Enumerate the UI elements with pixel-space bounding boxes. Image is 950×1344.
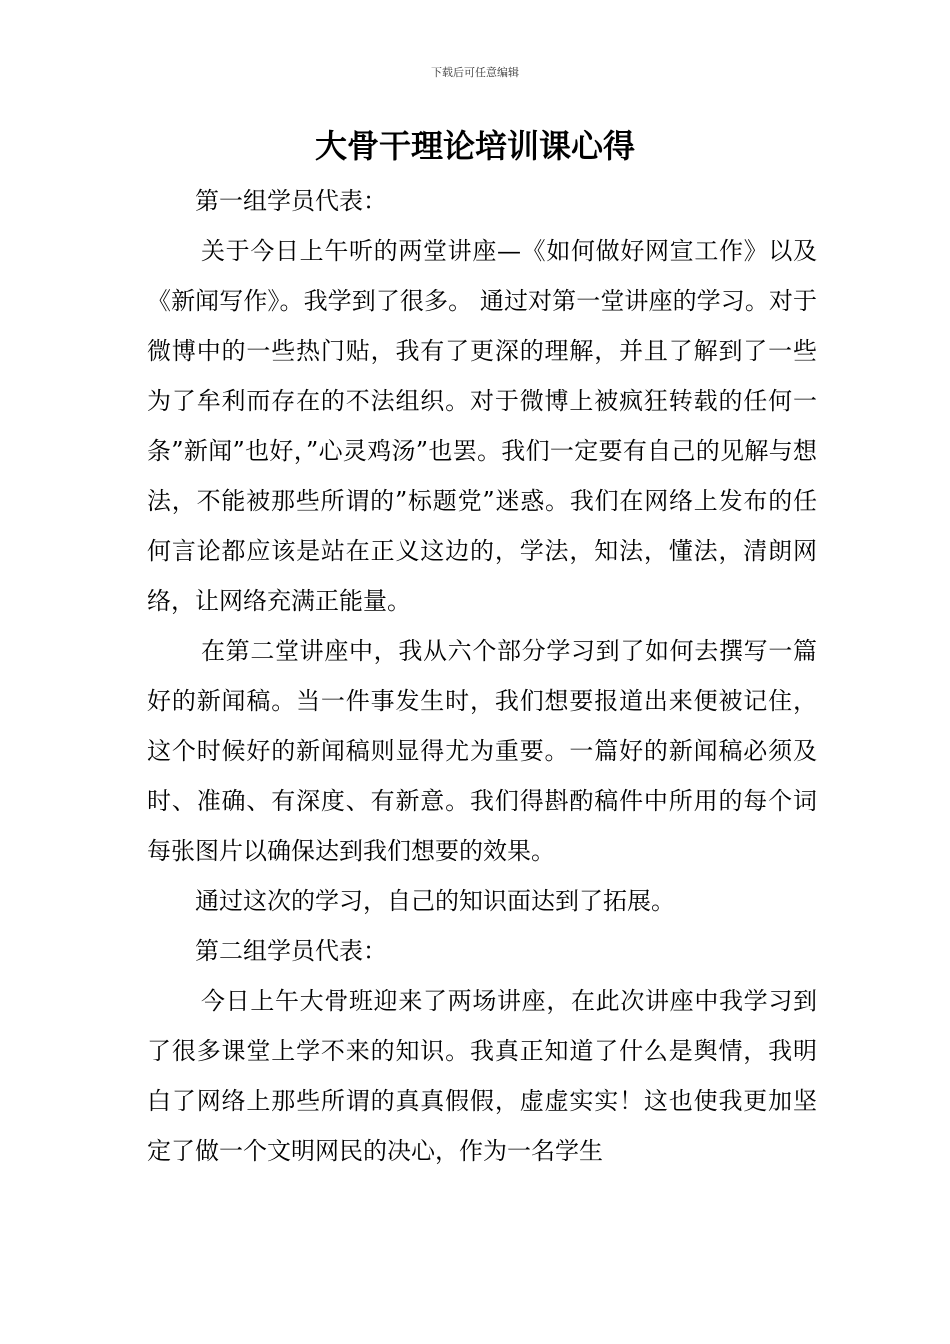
- group-two-label: 第二组学员代表：: [195, 937, 387, 965]
- paragraph-lecture-one: 关于今日上午听的两堂讲座—《如何做好网宣工作》以及《新闻写作》。我学到了很多。 通过对第一堂讲座的学习。对于微博中的一些热门贴，我有了更深的理解，并且了解到了一些为了牟利而存在的不法组织。对于微博上被疯狂转载的任何一条”新闻”也好，”心灵鸡汤”也罢。我们一定要有自己的见解与想法，不能被那些所谓的”标题党”迷惑。我们在网络上发布的任何言论都应该是站在正义这边的，学法，知法，懂法，清朗网络，让网络充满正能量。: [147, 237, 817, 615]
- paragraph-group-two: 今日上午大骨班迎来了两场讲座，在此次讲座中我学习到了很多课堂上学不来的知识。我真正知道了什么是舆情，我明白了网络上那些所谓的真真假假，虚虚实实！这也使我更加坚定了做一个文明网民的决心，作为一名学生: [147, 987, 817, 1165]
- header-note: 下载后可任意编辑: [431, 66, 519, 79]
- group-one-label: 第一组学员代表：: [195, 187, 387, 215]
- document-body: [147, 176, 817, 1176]
- paragraph-lecture-two: 在第二堂讲座中，我从六个部分学习到了如何去撰写一篇好的新闻稿。当一件事发生时，我们想要报道出来便被记住，这个时候好的新闻稿则显得尤为重要。一篇好的新闻稿必须及时、准确、有深度、有新意。我们得斟酌稿件中所用的每个词每张图片以确保达到我们想要的效果。: [147, 637, 817, 865]
- paragraph-summary: 通过这次的学习，自己的知识面达到了拓展。: [195, 887, 675, 915]
- document-title: 大骨干理论培训课心得: [314, 127, 635, 165]
